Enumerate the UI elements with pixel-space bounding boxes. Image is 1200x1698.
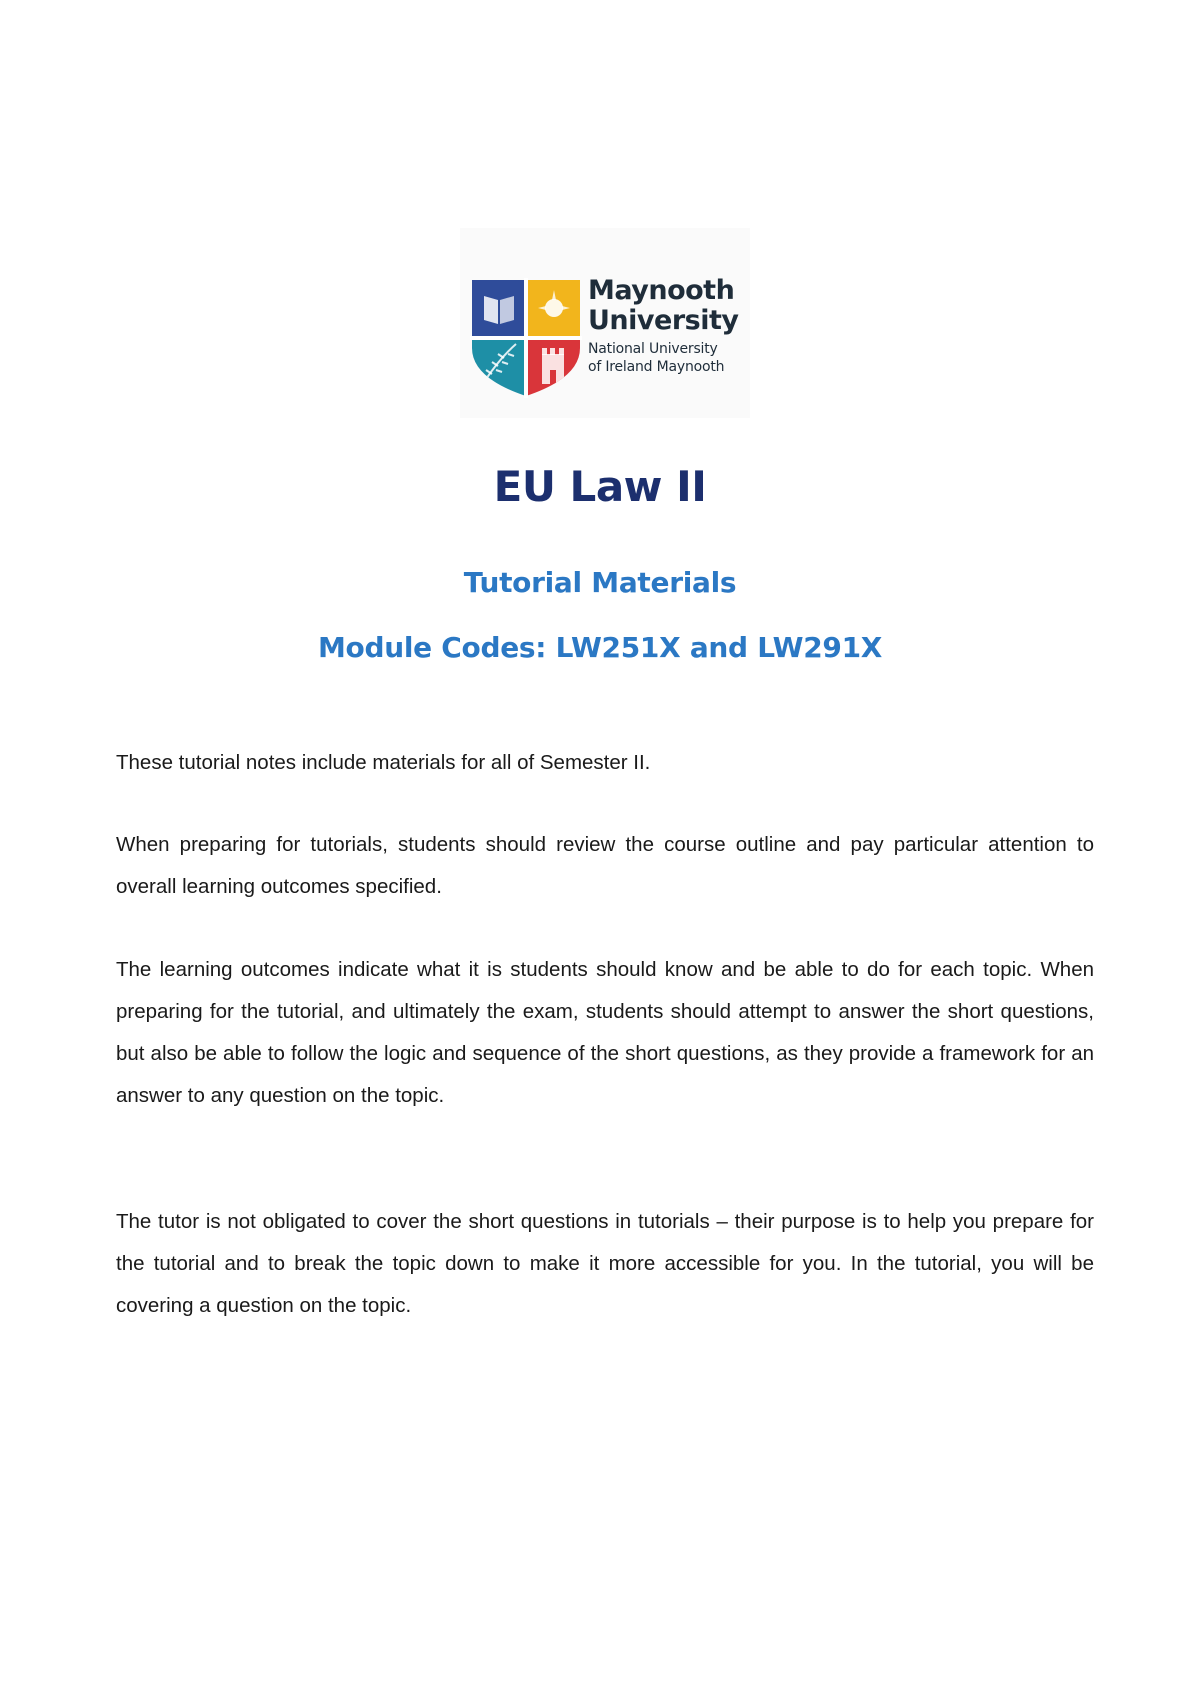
paragraph-text: When preparing for tutorials, students should review the course outline and pay particular attention to overall learning outcomes specified. — [116, 833, 1094, 898]
module-codes: Module Codes: LW251X and LW291X — [317, 631, 883, 664]
document-title: EU Law II — [493, 462, 707, 511]
university-crest-icon — [470, 278, 582, 398]
paragraph-text: The tutor is not obligated to cover the short questions in tutorials – their purpose is to help you prepare for the tutorial and to break the topic down to make it more accessible for you. In the tutorial, you will be covering a question on the topic. — [116, 1210, 1094, 1317]
logo-sub-line2: of Ireland Maynooth — [588, 359, 725, 375]
logo-wordmark — [588, 276, 738, 376]
paragraph-outcomes — [116, 949, 1094, 1117]
logo-name-line2: University — [588, 305, 739, 336]
paragraph-intro — [116, 742, 1094, 784]
logo-sub-line1: National University — [588, 341, 718, 357]
university-logo — [460, 228, 750, 418]
paragraph-text: These tutorial notes include materials for all of Semester II. — [116, 751, 651, 774]
paragraph-preparing — [116, 824, 1094, 908]
paragraph-tutor — [116, 1201, 1094, 1327]
logo-name-line1: Maynooth — [588, 275, 735, 306]
paragraph-text: The learning outcomes indicate what it is students should know and be able to do for each topic. When preparing for the tutorial, and ultimately the exam, students should attempt to answer the short questions, but also be able to follow the logic and sequence of the short questions, as they provide a framework for an answer to any question on the topic. — [116, 958, 1094, 1107]
document-subtitle: Tutorial Materials — [463, 566, 737, 599]
